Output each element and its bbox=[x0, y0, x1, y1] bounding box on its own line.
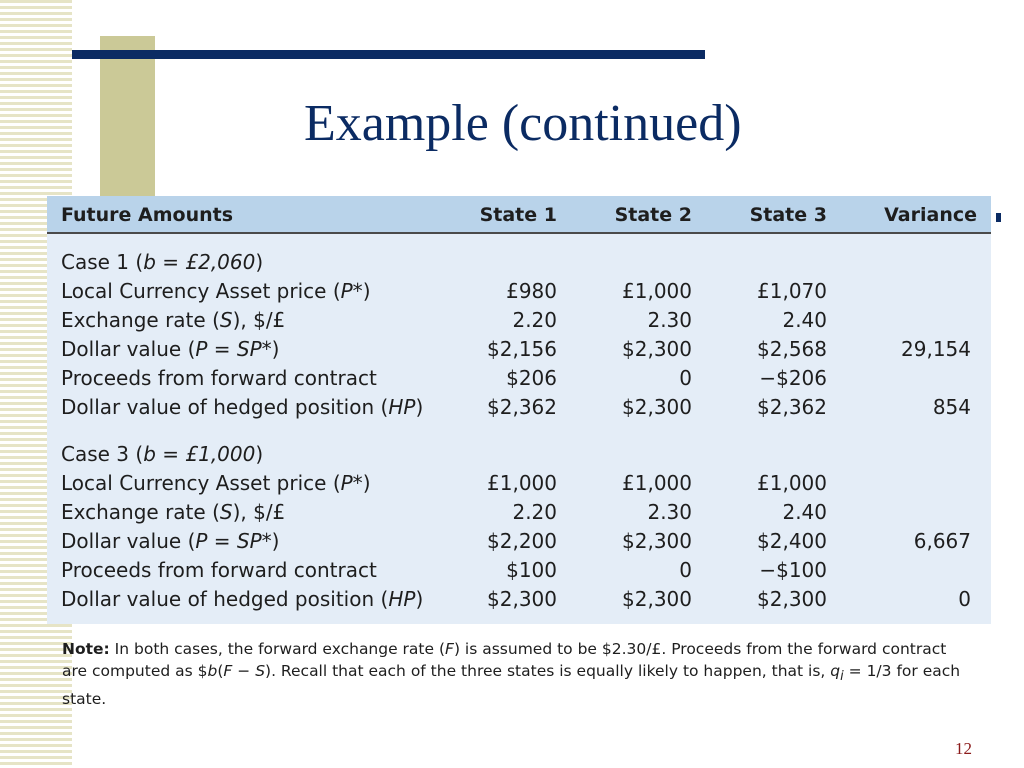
case-3-heading: Case 3 (b = £1,000) bbox=[61, 442, 264, 466]
variance-value: 0 bbox=[958, 587, 971, 611]
state-1-value: $100 bbox=[506, 558, 557, 582]
variance-value: 854 bbox=[932, 395, 971, 419]
state-1-value: 2.20 bbox=[512, 308, 557, 332]
header-variance: Variance bbox=[884, 204, 977, 226]
row-label: Dollar value (P = SP*) bbox=[61, 529, 280, 553]
header-state-3: State 3 bbox=[749, 204, 827, 226]
state-1-value: £980 bbox=[506, 279, 557, 303]
row-label: Local Currency Asset price (P*) bbox=[61, 279, 371, 303]
header-state-2: State 2 bbox=[614, 204, 692, 226]
state-3-value: −$206 bbox=[759, 366, 827, 390]
state-3-value: £1,000 bbox=[757, 471, 827, 495]
state-2-value: 2.30 bbox=[647, 500, 692, 524]
case-1-heading: Case 1 (b = £2,060) bbox=[61, 250, 264, 274]
header-future-amounts: Future Amounts bbox=[61, 204, 234, 226]
state-3-value: 2.40 bbox=[782, 500, 827, 524]
state-1-value: $206 bbox=[506, 366, 557, 390]
state-3-value: $2,400 bbox=[757, 529, 827, 553]
state-2-value: 0 bbox=[679, 366, 692, 390]
state-2-value: 0 bbox=[679, 558, 692, 582]
state-2-value: £1,000 bbox=[622, 471, 692, 495]
state-3-value: $2,568 bbox=[757, 337, 827, 361]
state-2-value: $2,300 bbox=[622, 337, 692, 361]
table-note: Note: In both cases, the forward exchange rate (F) is assumed to be $2.30/£. Proceeds from the forward contract are computed as $b(F − S). Recall that each of the three states is equally likely to happen, that is, $q_i = 1/3$ for each state. bbox=[62, 640, 961, 709]
state-2-value: £1,000 bbox=[622, 279, 692, 303]
decorative-tan-bar bbox=[100, 36, 155, 196]
state-3-value: $2,300 bbox=[757, 587, 827, 611]
state-3-value: £1,070 bbox=[757, 279, 827, 303]
header-state-1: State 1 bbox=[479, 204, 557, 226]
row-label: Dollar value of hedged position (HP) bbox=[61, 395, 424, 419]
state-3-value: $2,362 bbox=[757, 395, 827, 419]
bullet-marker bbox=[996, 213, 1001, 222]
state-2-value: $2,300 bbox=[622, 529, 692, 553]
state-1-value: $2,300 bbox=[487, 587, 557, 611]
state-2-value: $2,300 bbox=[622, 395, 692, 419]
variance-value: 29,154 bbox=[901, 337, 971, 361]
variance-value: 6,667 bbox=[913, 529, 971, 553]
state-1-value: 2.20 bbox=[512, 500, 557, 524]
state-2-value: 2.30 bbox=[647, 308, 692, 332]
state-1-value: $2,200 bbox=[487, 529, 557, 553]
state-2-value: $2,300 bbox=[622, 587, 692, 611]
row-label: Dollar value of hedged position (HP) bbox=[61, 587, 424, 611]
page-number: 12 bbox=[955, 739, 972, 758]
state-3-value: 2.40 bbox=[782, 308, 827, 332]
row-label: Exchange rate (S), $/£ bbox=[61, 308, 286, 332]
title-rule bbox=[72, 50, 705, 59]
row-label: Exchange rate (S), $/£ bbox=[61, 500, 286, 524]
row-label: Proceeds from forward contract bbox=[61, 366, 377, 390]
slide-title: Example (continued) bbox=[304, 95, 742, 152]
row-label: Local Currency Asset price (P*) bbox=[61, 471, 371, 495]
table-header-row bbox=[47, 196, 991, 234]
data-table bbox=[47, 196, 991, 624]
state-1-value: $2,156 bbox=[487, 337, 557, 361]
state-1-value: $2,362 bbox=[487, 395, 557, 419]
row-label: Dollar value (P = SP*) bbox=[61, 337, 280, 361]
state-3-value: −$100 bbox=[759, 558, 827, 582]
state-1-value: £1,000 bbox=[487, 471, 557, 495]
row-label: Proceeds from forward contract bbox=[61, 558, 377, 582]
